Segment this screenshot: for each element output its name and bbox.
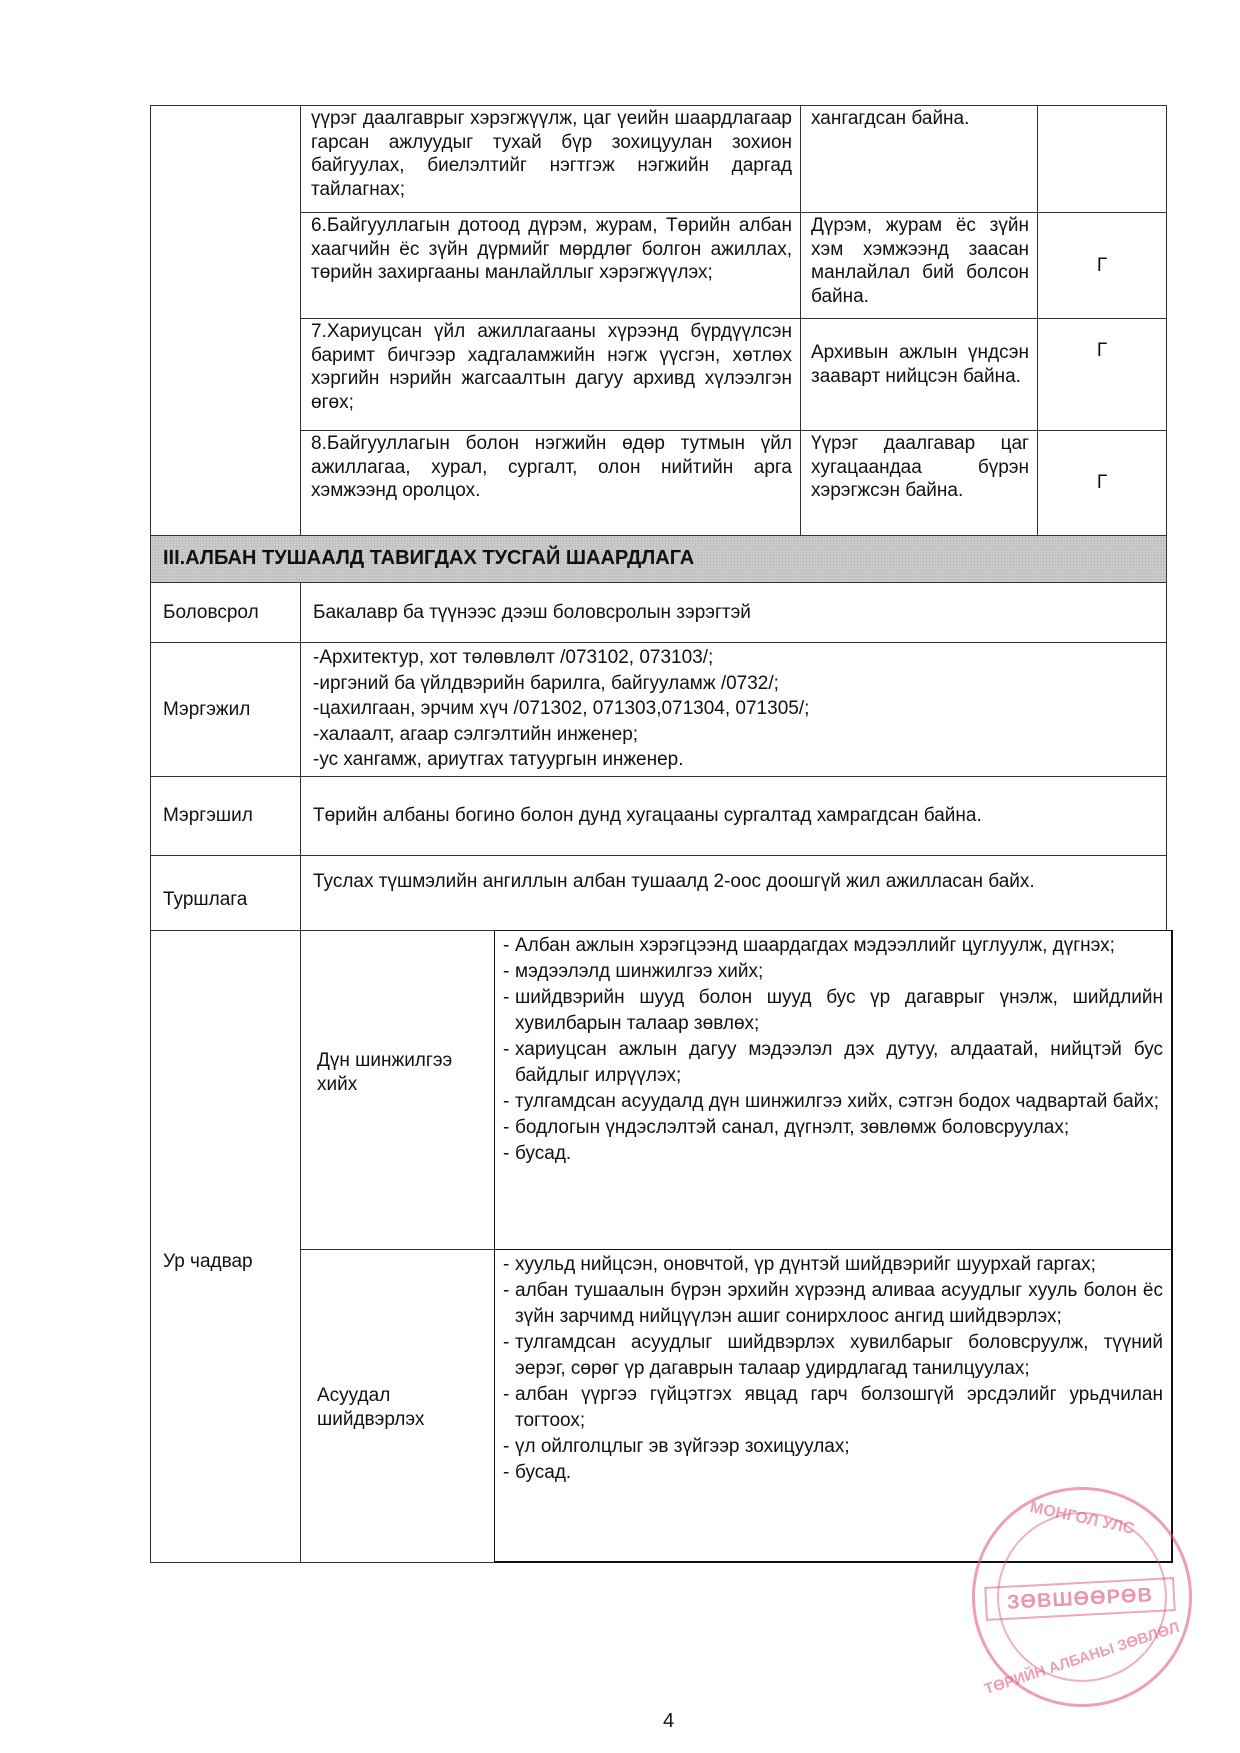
skill-group-label-text: Асуудал шийдвэрлэх — [317, 1385, 425, 1430]
stamp-bottom-text: ТӨРИЙН АЛБАНЫ ЗӨВЛӨЛ — [982, 1618, 1182, 1699]
education-label: Боловсрол — [150, 582, 301, 643]
task-cell-7: 7.Хариуцсан үйл ажиллагааны хүрээнд бүрдүүлсэн баримт бичгээр хадгаламжийн нэгж үүсгэн, хөтлөх хэргийн нэрийн жагсаалтын дагуу архивд хүлээлгэн өгөх; — [300, 318, 801, 431]
grade-cell-7: Г — [1037, 318, 1167, 431]
page-number: 4 — [663, 1710, 675, 1732]
skill-item: - албан тушаалын бүрэн эрхийн хүрээнд аливаа асуудлыг хууль болон ёс зүйн зарчимд нийцүүлэн ашиг сонирхлоос ангид шийдвэрлэх; — [503, 1280, 1163, 1327]
skill-group-label-text: Дүн шинжилгээ хийх — [317, 1050, 453, 1095]
profession-item: -ус хангамж, ариутгах татуургын инженер. — [313, 749, 684, 770]
result-text-7: Архивын ажлын үндсэн зааварт нийцсэн байна. — [811, 342, 1029, 387]
stamp-center-text: ЗӨВШӨӨРӨВ — [984, 1577, 1176, 1621]
profession-item: -иргэний ба үйлдвэрийн барилга, байгууламж /0732/; — [313, 672, 779, 694]
skill-group-analysis-list — [494, 930, 1173, 1250]
skill-item: - шийдвэрийн шууд болон шууд бус үр дагаврыг үнэлж, шийдлийн хувилбарын талаар зөвлөх; — [503, 987, 1163, 1034]
task-cell-6: 6.Байгууллагын дотоод дүрэм, журам, Төрийн албан хаагчийн ёс зүйн дүрмийг мөрдлөг болгон ажиллах, төрийн захиргааны манлайллыг хэрэгжүүлэх; — [300, 212, 801, 319]
result-cell-8: Үүрэг даалгавар цаг хугацаандаа бүрэн хэрэгжсэн байна. — [800, 430, 1038, 536]
skill-item: - бусад. — [503, 1143, 572, 1164]
skill-item: - үл ойлголцлыг эв зүйгээр зохицуулах; — [503, 1436, 850, 1457]
qualification-label: Мэргэшил — [150, 776, 301, 856]
profession-item: -Архитектур, хот төлөвлөлт /073102, 073103/; — [313, 647, 714, 668]
profession-label: Мэргэжил — [150, 642, 301, 777]
profession-item: -халаалт, агаар сэлгэлтийн инженер; — [313, 723, 639, 745]
result-cell-6: Дүрэм, журам ёс зүйн хэм хэмжээнд заасан манлайлал бий болсон байна. — [800, 212, 1038, 319]
grade-cell-6: Г — [1037, 212, 1167, 319]
section-3-header: III.АЛБАН ТУШААЛД ТАВИГДАХ ТУСГАЙ ШААРДЛАГА — [150, 535, 1167, 583]
official-stamp — [972, 1487, 1192, 1707]
skill-item: - тулгамдсан асуудлыг шийдвэрлэх хувилбарыг боловсруулж, түүний эерэг, сөрөг үр дагаврын талаар удирдлагад танилцуулах; — [503, 1332, 1163, 1379]
grade-cell-8: Г — [1037, 430, 1167, 536]
grade-cell-5-cont — [1037, 105, 1167, 213]
experience-value: Туслах түшмэлийн ангиллын албан тушаалд 2-оос доошгүй жил ажилласан байх. — [300, 855, 1167, 931]
result-cell-7 — [800, 318, 1038, 431]
skill-group-problem-solving-label — [300, 1249, 495, 1563]
skill-item: - хариуцсан ажлын дагуу мэдээлэл дэх дутуу, алдаатай, нийцтэй бус байдлыг илрүүлэх; — [503, 1039, 1163, 1086]
skill-item: - мэдээлэлд шинжилгээ хийх; — [503, 961, 764, 982]
task-cell-8: 8.Байгууллагын болон нэгжийн өдөр тутмын үйл ажиллагаа, хурал, сургалт, олон нийтийн арга хэмжээнд оролцох. — [300, 430, 801, 536]
skill-item: - хуульд нийцсэн, оновчтой, үр дүнтэй шийдвэрийг шуурхай гаргах; — [503, 1254, 1096, 1275]
experience-label: Туршлага — [150, 855, 301, 931]
stamp-top-text: МОНГОЛ УЛС — [1028, 1499, 1136, 1538]
profession-item: -цахилгаан, эрчим хүч /071302, 071303,071304, 071305/; — [313, 698, 810, 719]
skill-item: - албан үүргээ гүйцэтгэх явцад гарч болзошгүй эрсдэлийг урьдчилан тогтоох; — [503, 1384, 1163, 1431]
task-cell-5-cont: үүрэг даалгаврыг хэрэгжүүлж, цаг үеийн шаардлагаар гарсан ажлуудыг тухай бүр зохицуулан зохион байгуулах, биелэлтийг нэгтгэж нэгжийн даргад тайлагнах; — [300, 105, 801, 213]
result-cell-5-cont: хангагдсан байна. — [800, 105, 1038, 213]
left-empty-cell — [150, 105, 301, 536]
education-value: Бакалавр ба түүнээс дээш боловсролын зэрэгтэй — [300, 582, 1167, 643]
skill-item: - тулгамдсан асуудалд дүн шинжилгээ хийх, сэтгэн бодох чадвартай байх; — [503, 1091, 1160, 1112]
skill-item: - бодлогын үндэслэлтэй санал, дүгнэлт, зөвлөмж боловсруулах; — [503, 1117, 1070, 1138]
skill-item: - бусад. — [503, 1462, 572, 1483]
skill-group-analysis-label — [300, 930, 495, 1250]
skills-label: Ур чадвар — [150, 930, 301, 1563]
profession-list — [300, 642, 1167, 777]
qualification-value: Төрийн албаны богино болон дунд хугацааны сургалтад хамрагдсан байна. — [300, 776, 1167, 856]
skill-item: - Албан ажлын хэрэгцээнд шаардагдах мэдээллийг цуглуулж, дүгнэх; — [503, 935, 1115, 956]
